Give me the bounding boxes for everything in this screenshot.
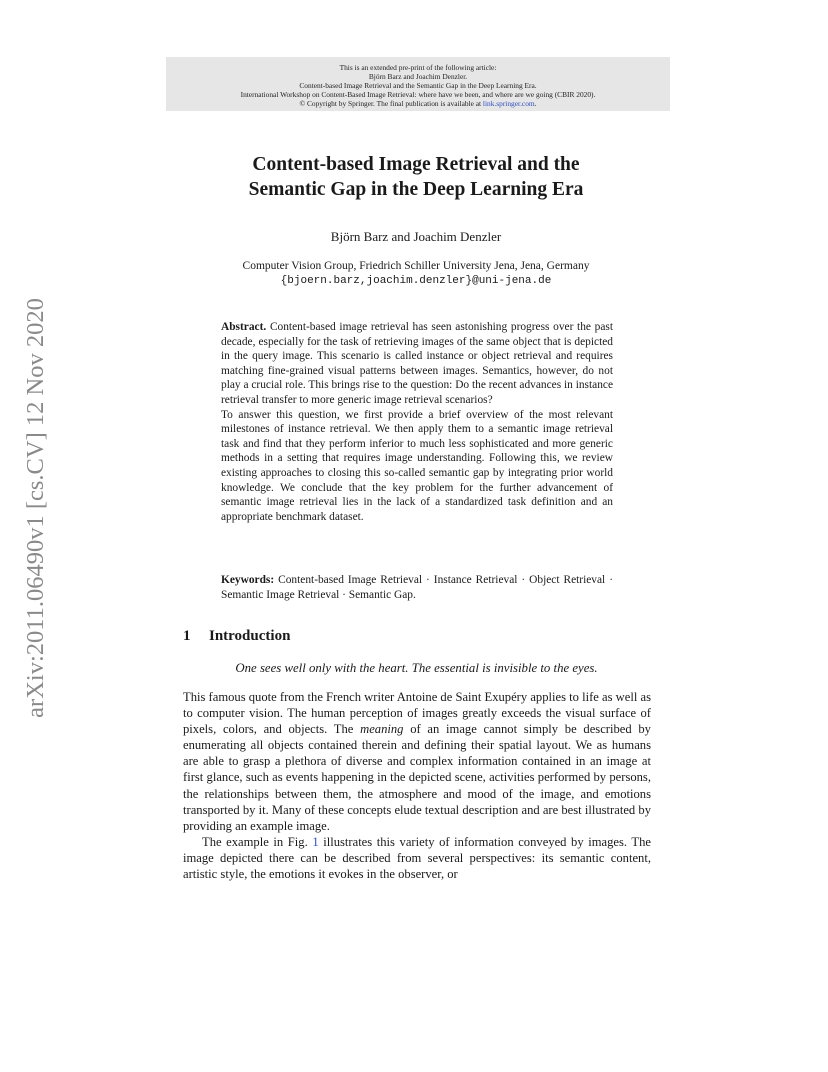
copyright-suffix: . — [534, 98, 537, 108]
notice-line-4: International Workshop on Content-Based Image Retrieval: where have we been, and where are we going (CBIR 2020). — [240, 89, 596, 99]
title-line-1: Content-based Image Retrieval and the — [252, 154, 580, 175]
notice-line-1: This is an extended pre-print of the following article: — [339, 63, 497, 72]
affiliation-text: Computer Vision Group, Friedrich Schiller University Jena, Jena, Germany — [242, 260, 590, 272]
paper-title — [150, 152, 682, 202]
keywords — [221, 573, 613, 602]
notice-line-5 — [166, 100, 670, 109]
preprint-notice — [166, 57, 670, 111]
p1-italic: meaning — [360, 722, 404, 737]
author-email: {bjoern.barz,joachim.denzler}@uni-jena.de — [280, 275, 552, 287]
title-line-2: Semantic Gap in the Deep Learning Era — [248, 179, 584, 200]
section-number: 1 — [183, 628, 191, 644]
paper-authors: Björn Barz and Joachim Denzler — [330, 229, 502, 244]
abstract-text-1: Content-based image retrieval has seen astonishing progress over the past decade, especially for the task of retrieving images of the same object that is depicted in the query image. This scenario is called instance or object retrieval and requires matching fine-grained visual patterns between images. Semantics, however, do not play a crucial role. This brings rise to the question: Do the recent advances in instance retrieval transfer to more generic image retrieval scenarios? — [221, 321, 614, 406]
section-heading — [183, 628, 290, 645]
epigraph-quote: One sees well only with the heart. The essential is invisible to the eyes. — [235, 661, 598, 675]
notice-line-2: Björn Barz and Joachim Denzler. — [368, 71, 468, 81]
body-paragraph-1 — [183, 689, 651, 834]
abstract-paragraph-2: To answer this question, we first provide a brief overview of the most relevant milestones of instance retrieval. We then apply them to a semantic image retrieval task and find that they perform inferior to much less sophisticated and more generic methods in a setting that requires image understanding. Following this, we review existing approaches to closing this so-called semantic gap by integrating prior world knowledge. We conclude that the key problem for the further advancement of semantic image retrieval lies in the lack of a standardized task definition and an appropriate benchmark dataset. — [221, 408, 613, 523]
author-affiliation — [150, 259, 682, 289]
springer-link[interactable]: link.springer.com — [482, 98, 535, 108]
body-paragraph-2 — [183, 834, 651, 882]
p2-text-a: The example in Fig. — [202, 834, 313, 849]
abstract — [221, 320, 613, 524]
notice-line-3: Content-based Image Retrieval and the Semantic Gap in the Deep Learning Era. — [299, 80, 537, 90]
figure-reference-link[interactable]: 1 — [312, 834, 319, 849]
p1-text-a: This famous quote from the French writer Antoine de Saint Exupéry applies to life as well as to computer vision. The human perception of images greatly exceeds the visual surface of pixels, colors, and objects. The — [183, 690, 651, 737]
section-title: Introduction — [209, 628, 291, 644]
keywords-text: Content-based Image Retrieval · Instance Retrieval · Object Retrieval · Semantic Image Retrieval · Semantic Gap. — [221, 574, 613, 601]
p2-text-b: illustrates this variety of information conveyed by images. The image depicted there can be described from several perspectives: its semantic content, artistic style, the emotions it evokes in the observer, or — [183, 834, 651, 882]
arxiv-identifier-stamp: arXiv:2011.06490v1 [cs.CV] 12 Nov 2020 — [22, 298, 49, 718]
abstract-paragraph-1 — [221, 320, 613, 408]
p1-text-b: of an image cannot simply be described by enumerating all objects contained therein and defining their spatial layout. We as humans are able to grasp a plethora of diverse and complex information contained in an image at first glance, such as events happening in the depicted scene, activities performed by persons, the relationships between them, the atmosphere and mood of the image, and emotions transported by it. Many of these concepts elude textual description and are best illustrated by providing an example image. — [183, 722, 651, 833]
copyright-text: © Copyright by Springer. The final publication is available at — [299, 98, 483, 108]
abstract-label: Abstract. — [221, 321, 267, 333]
keywords-label: Keywords: — [221, 574, 275, 586]
section-body — [183, 689, 651, 882]
